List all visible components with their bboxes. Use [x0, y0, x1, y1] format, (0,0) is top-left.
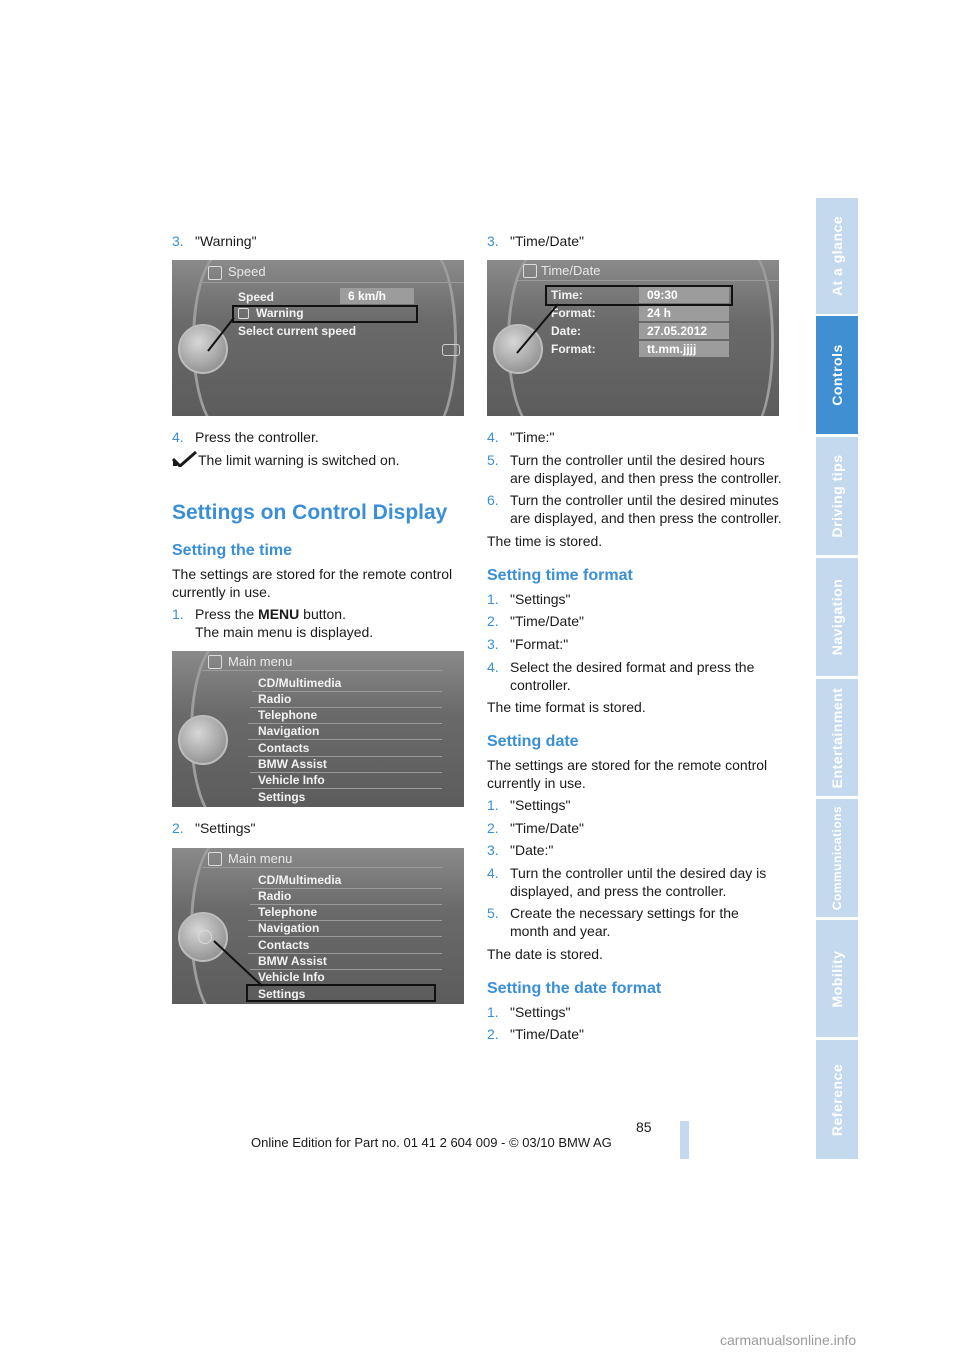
warning-highlight — [232, 305, 418, 323]
tab-reference[interactable]: Reference — [816, 1040, 858, 1159]
left-step-1-cont: The main menu is displayed. — [195, 624, 374, 640]
subsection-setting-time: Setting the time — [172, 542, 293, 559]
date-step-5-cont: month and year. — [510, 923, 611, 939]
time-date-screenshot: Time/Date Time: 09:30 Format: 24 h Date: 27.05.2012 Format: tt.mm.jjjj — [487, 260, 779, 416]
date-step-4-cont: displayed, and press the controller. — [510, 883, 727, 899]
options-icon — [442, 344, 460, 356]
date-intro-cont: currently in use. — [487, 775, 586, 791]
format-step-4: 4. Select the desired format and press the — [487, 659, 755, 675]
main-menu-icon — [208, 852, 222, 866]
page-number: 85 — [636, 1119, 652, 1135]
time-step-5: 5. Turn the controller until the desired hours — [487, 452, 765, 468]
section-title: Settings on Control Display — [172, 501, 448, 524]
time-step-4: 4. "Time:" — [487, 429, 555, 445]
settings-highlight — [246, 984, 436, 1002]
subsection-setting-date: Setting date — [487, 733, 579, 750]
date-step-2: 2. "Time/Date" — [487, 820, 584, 836]
main-menu-icon — [208, 655, 222, 669]
subsection-date-format: Setting the date format — [487, 980, 662, 997]
controller-knob-icon — [178, 715, 228, 765]
date-step-3: 3. "Date:" — [487, 842, 554, 858]
settings-menu-screenshot: Main menu CD/Multimedia Radio Telephone Navigation Contacts BMW Assist Vehicle Info Settings — [172, 848, 464, 1004]
page-number-marker — [680, 1121, 689, 1159]
tab-entertainment[interactable]: Entertainment — [816, 679, 858, 796]
speed-menu-icon — [208, 266, 222, 280]
time-step-6-cont: are displayed, and then press the controller. — [510, 510, 782, 526]
date-intro: The settings are stored for the remote control — [487, 757, 768, 773]
dformat-step-2: 2. "Time/Date" — [487, 1026, 584, 1042]
tab-navigation[interactable]: Navigation — [816, 558, 858, 676]
left-step-2: 2. "Settings" — [172, 820, 256, 836]
time-stored-text: The time is stored. — [487, 533, 603, 549]
subsection-time-format: Setting time format — [487, 567, 633, 584]
left-step-1: 1. Press the MENU button. — [172, 606, 346, 622]
date-stored-text: The date is stored. — [487, 946, 603, 962]
right-step-3: 3. "Time/Date" — [487, 233, 584, 249]
format-step-4-cont: controller. — [510, 677, 571, 693]
left-step-4: 4. Press the controller. — [172, 429, 319, 445]
format-step-1: 1. "Settings" — [487, 591, 571, 607]
intro-text-cont: currently in use. — [172, 584, 271, 600]
time-date-menu-icon — [523, 264, 537, 278]
tab-controls[interactable]: Controls — [816, 316, 858, 434]
check-note: The limit warning is switched on. — [172, 451, 400, 469]
time-step-5-cont: are displayed, and then press the controller. — [510, 470, 782, 486]
format-stored-text: The time format is stored. — [487, 699, 646, 715]
intro-text: The settings are stored for the remote control — [172, 566, 453, 582]
time-highlight — [545, 285, 733, 306]
watermark: carmanualsonline.info — [720, 1332, 857, 1348]
format-step-3: 3. "Format:" — [487, 636, 569, 652]
tab-mobility[interactable]: Mobility — [816, 920, 858, 1037]
format-step-2: 2. "Time/Date" — [487, 613, 584, 629]
date-step-5: 5. Create the necessary settings for the — [487, 905, 739, 921]
date-step-4: 4. Turn the controller until the desired day is — [487, 865, 767, 881]
checkmark-icon — [172, 451, 198, 467]
online-edition-footer: Online Edition for Part no. 01 41 2 604 009 - © 03/10 BMW AG — [251, 1135, 612, 1150]
left-step-3: 3. "Warning" — [172, 233, 257, 249]
settings-gear-icon — [198, 930, 212, 944]
speed-warning-screenshot: Speed Speed 6 km/h Warning Select current speed — [172, 260, 464, 416]
main-menu-screenshot: Main menu CD/Multimedia Radio Telephone Navigation Contacts BMW Assist Vehicle Info Settings — [172, 651, 464, 807]
tab-at-a-glance[interactable]: At a glance — [816, 198, 858, 314]
tab-driving-tips[interactable]: Driving tips — [816, 437, 858, 555]
time-step-6: 6. Turn the controller until the desired minutes — [487, 492, 779, 508]
date-step-1: 1. "Settings" — [487, 797, 571, 813]
dformat-step-1: 1. "Settings" — [487, 1004, 571, 1020]
tab-communications[interactable]: Communications — [816, 799, 858, 917]
